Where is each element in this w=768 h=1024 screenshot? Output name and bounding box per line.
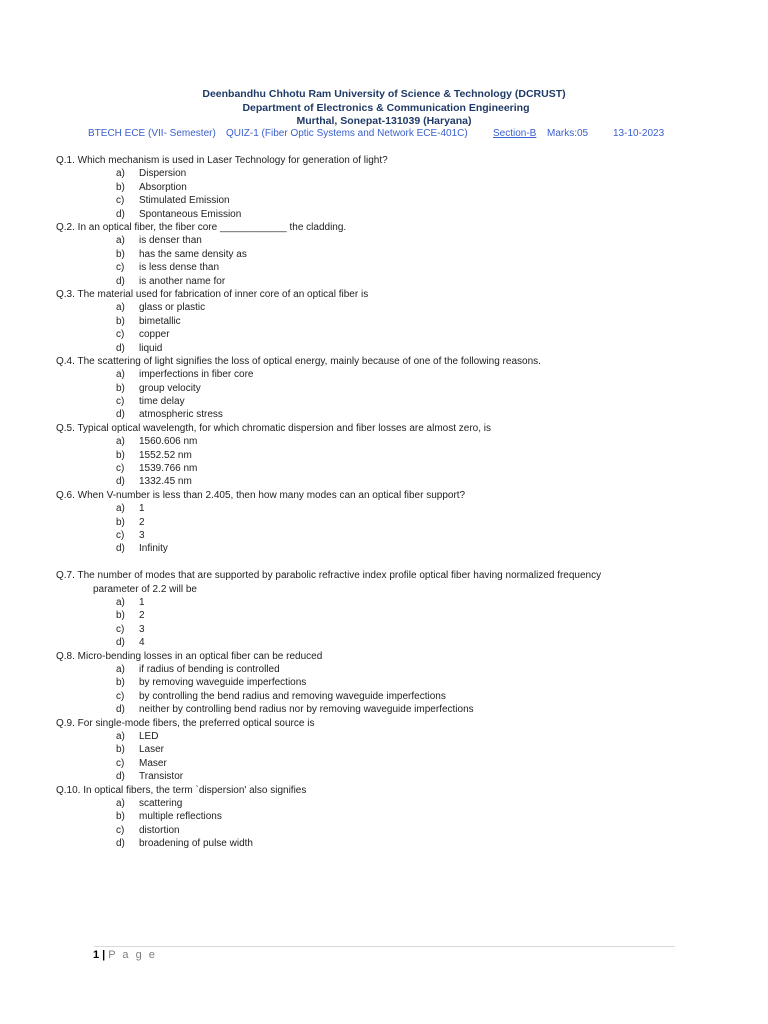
option-letter: c) <box>116 623 125 635</box>
option-letter: a) <box>116 730 125 742</box>
option-text: neither by controlling bend radius nor by removing waveguide imperfections <box>139 704 474 716</box>
option-letter: b) <box>116 516 125 528</box>
answer-option <box>56 167 736 180</box>
question-text <box>56 154 736 167</box>
department-name: Department of Electronics & Communication Engineering <box>242 101 530 114</box>
question-stem: Q.4. The scattering of light signifies the loss of optical energy, mainly because of one of the following reasons. <box>56 355 541 367</box>
question-stem: Q.3. The material used for fabrication of inner core of an optical fiber is <box>56 288 369 300</box>
answer-option <box>56 529 736 542</box>
answer-option <box>56 368 736 381</box>
option-text: 1 <box>139 503 145 515</box>
option-letter: a) <box>116 503 125 515</box>
blank-line <box>56 556 736 569</box>
answer-option <box>56 743 736 756</box>
answer-option <box>56 690 736 703</box>
option-text: 1332.45 nm <box>139 476 192 488</box>
answer-option <box>56 408 736 421</box>
option-letter: d) <box>116 342 125 354</box>
answer-option <box>56 609 736 622</box>
option-text: time delay <box>139 396 185 408</box>
answer-option <box>56 301 736 314</box>
option-text: distortion <box>139 824 180 836</box>
option-text: copper <box>139 329 170 341</box>
option-letter: c) <box>116 262 125 274</box>
question-text <box>56 650 736 663</box>
answer-option <box>56 770 736 783</box>
option-letter: c) <box>116 396 125 408</box>
option-letter: c) <box>116 757 125 769</box>
answer-option <box>56 757 736 770</box>
option-text: Absorption <box>139 181 187 193</box>
option-text: by controlling the bend radius and removing waveguide imperfections <box>139 690 446 702</box>
answer-option <box>56 542 736 555</box>
marks-label: Marks:05 <box>547 128 589 139</box>
option-letter: a) <box>116 597 125 609</box>
answer-option <box>56 676 736 689</box>
option-text: is denser than <box>139 235 202 247</box>
answer-option <box>56 194 736 207</box>
option-letter: c) <box>116 195 125 207</box>
option-letter: a) <box>116 663 125 675</box>
question-continuation: parameter of 2.2 will be <box>93 583 197 595</box>
option-text: 1560.606 nm <box>139 436 198 448</box>
option-letter: d) <box>116 208 125 220</box>
option-text: broadening of pulse width <box>139 838 253 850</box>
option-letter: a) <box>116 797 125 809</box>
option-text: LED <box>139 730 159 742</box>
option-text: multiple reflections <box>139 811 222 823</box>
option-letter: a) <box>116 369 125 381</box>
answer-option <box>56 382 736 395</box>
question-text <box>56 221 736 234</box>
question-text <box>56 422 736 435</box>
option-letter: b) <box>116 315 125 327</box>
option-text: 1552.52 nm <box>139 449 192 461</box>
answer-option <box>56 208 736 221</box>
option-letter: b) <box>116 449 125 461</box>
option-letter: d) <box>116 275 125 287</box>
question-text <box>56 355 736 368</box>
option-text: 1 <box>139 597 145 609</box>
answer-option <box>56 449 736 462</box>
question-text <box>56 784 736 797</box>
option-text: Laser <box>139 744 165 756</box>
question-text <box>56 717 736 730</box>
answer-option <box>56 248 736 261</box>
question-stem: Q.10. In optical fibers, the term `dispersion' also signifies <box>56 784 307 796</box>
question-stem: Q.9. For single-mode fibers, the preferred optical source is <box>56 717 315 729</box>
footer-divider <box>94 946 675 947</box>
quiz-meta-line <box>0 128 768 142</box>
option-letter: c) <box>116 463 125 475</box>
option-text: Maser <box>139 757 167 769</box>
date-label: 13-10-2023 <box>613 128 665 139</box>
answer-option <box>56 275 736 288</box>
option-letter: b) <box>116 677 125 689</box>
document-header <box>0 88 768 129</box>
answer-option <box>56 395 736 408</box>
page-label: P a g e <box>108 949 157 961</box>
option-text: liquid <box>139 342 163 354</box>
answer-option <box>56 596 736 609</box>
answer-option <box>56 837 736 850</box>
question-text <box>56 288 736 301</box>
answer-option <box>56 703 736 716</box>
answer-option <box>56 315 736 328</box>
answer-option <box>56 797 736 810</box>
question-stem: Q.8. Micro-bending losses in an optical fiber can be reduced <box>56 650 323 662</box>
option-letter: a) <box>116 302 125 314</box>
option-text: is another name for <box>139 275 226 287</box>
question-list <box>56 154 736 850</box>
answer-option <box>56 234 736 247</box>
question-text <box>56 489 736 502</box>
answer-option <box>56 623 736 636</box>
answer-option <box>56 824 736 837</box>
answer-option <box>56 342 736 355</box>
option-letter: a) <box>116 168 125 180</box>
option-letter: a) <box>116 235 125 247</box>
page-footer <box>93 949 157 961</box>
option-text: bimetallic <box>139 315 181 327</box>
answer-option <box>56 181 736 194</box>
option-letter: d) <box>116 543 125 555</box>
question-stem: Q.7. The number of modes that are supported by parabolic refractive index profile optical fiber having normalized frequency <box>56 570 602 582</box>
option-letter: b) <box>116 744 125 756</box>
option-letter: d) <box>116 476 125 488</box>
footer-separator: | <box>102 949 106 961</box>
option-letter: c) <box>116 824 125 836</box>
question-stem: Q.1. Which mechanism is used in Laser Technology for generation of light? <box>56 155 388 166</box>
answer-option <box>56 462 736 475</box>
option-text: 4 <box>139 637 145 649</box>
option-letter: d) <box>116 409 125 421</box>
option-letter: d) <box>116 838 125 850</box>
option-text: imperfections in fiber core <box>139 369 254 381</box>
option-text: if radius of bending is controlled <box>139 663 280 675</box>
option-text: 2 <box>139 610 145 622</box>
option-text: Spontaneous Emission <box>139 208 242 220</box>
option-text: 1539.766 nm <box>139 463 198 475</box>
option-letter: a) <box>116 436 125 448</box>
answer-option <box>56 475 736 488</box>
answer-option <box>56 435 736 448</box>
option-letter: b) <box>116 610 125 622</box>
university-address: Murthal, Sonepat-131039 (Haryana) <box>296 115 472 127</box>
answer-option <box>56 810 736 823</box>
question-stem: Q.2. In an optical fiber, the fiber core ____________ the cladding. <box>56 221 347 233</box>
answer-option <box>56 502 736 515</box>
option-letter: b) <box>116 382 125 394</box>
option-text: 3 <box>139 623 145 635</box>
page-number: 1 <box>93 949 100 961</box>
option-letter: b) <box>116 811 125 823</box>
option-text: group velocity <box>139 382 201 394</box>
section-label: Section-B <box>493 128 537 139</box>
option-text: Transistor <box>139 771 184 783</box>
option-text: Stimulated Emission <box>139 195 230 207</box>
answer-option <box>56 636 736 649</box>
answer-option <box>56 516 736 529</box>
option-letter: b) <box>116 248 125 260</box>
question-stem: Q.5. Typical optical wavelength, for which chromatic dispersion and fiber losses are almost zero, is <box>56 422 492 434</box>
option-text: Infinity <box>139 543 168 555</box>
university-name: Deenbandhu Chhotu Ram University of Science & Technology (DCRUST) <box>202 88 566 100</box>
option-text: is less dense than <box>139 262 220 274</box>
option-letter: c) <box>116 329 125 341</box>
option-text: 2 <box>139 516 145 528</box>
question-stem: Q.6. When V-number is less than 2.405, then how many modes can an optical fiber support? <box>56 489 466 501</box>
answer-option <box>56 730 736 743</box>
option-letter: c) <box>116 530 125 542</box>
option-text: scattering <box>139 797 183 809</box>
option-text: has the same density as <box>139 248 247 260</box>
answer-option <box>56 328 736 341</box>
question-text <box>56 569 736 596</box>
answer-option <box>56 261 736 274</box>
option-text: Dispersion <box>139 168 187 180</box>
answer-option <box>56 663 736 676</box>
option-letter: b) <box>116 181 125 193</box>
option-text: by removing waveguide imperfections <box>139 677 307 689</box>
option-text: glass or plastic <box>139 302 206 314</box>
option-text: 3 <box>139 530 145 542</box>
option-letter: d) <box>116 637 125 649</box>
option-letter: d) <box>116 704 125 716</box>
course-label: BTECH ECE (VII- Semester) <box>88 128 216 139</box>
option-text: atmospheric stress <box>139 409 223 421</box>
option-letter: c) <box>116 690 125 702</box>
option-letter: d) <box>116 771 125 783</box>
quiz-title: QUIZ-1 (Fiber Optic Systems and Network ECE-401C) <box>226 128 468 139</box>
